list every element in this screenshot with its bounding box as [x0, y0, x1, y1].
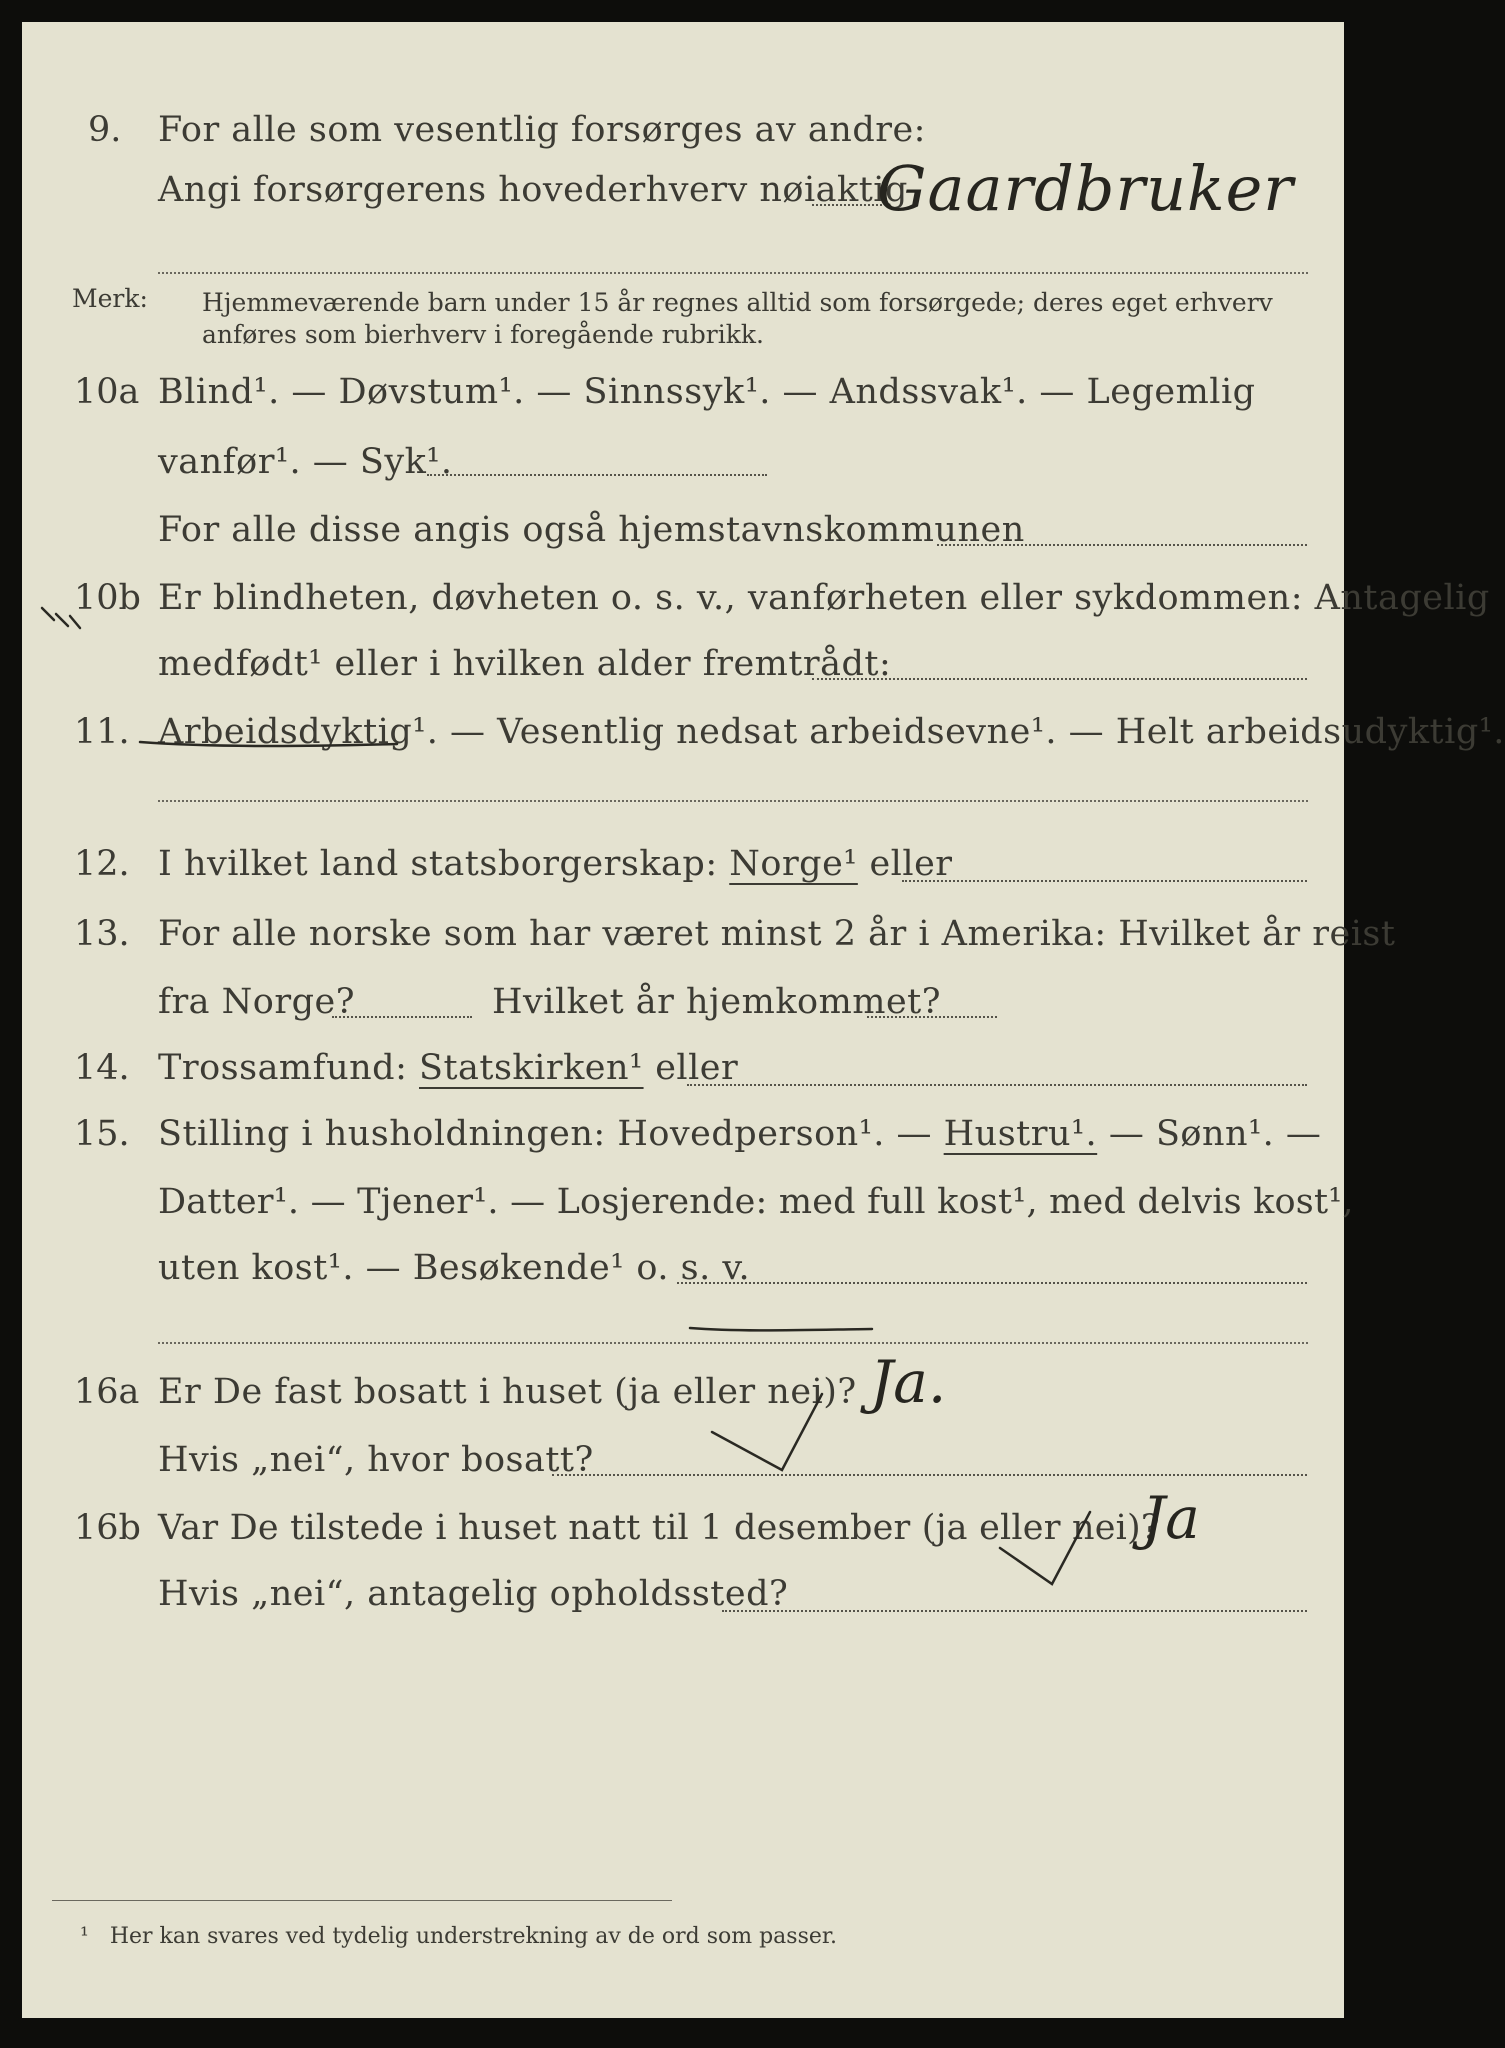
- q15-line1a: Stilling i husholdningen: Hovedperson¹. —: [158, 1114, 933, 1154]
- q15-extra-line: [158, 1342, 1308, 1344]
- q10b-answer-line: [812, 678, 1307, 680]
- q14-line: [158, 1048, 738, 1088]
- q10a-line3: For alle disse angis også hjemstavnskommunen: [158, 510, 1025, 550]
- q16b-opholdssted-line: [722, 1610, 1307, 1612]
- q11-extra-line: [158, 800, 1308, 802]
- q12-number: 12.: [74, 844, 130, 884]
- q13-number: 13.: [74, 914, 130, 954]
- footnote-text: Her kan svares ved tydelig understrekning av de ord som passer.: [109, 1924, 837, 1949]
- q16a-line2: Hvis „nei“, hvor bosatt?: [158, 1440, 594, 1480]
- q15-line1: [158, 1114, 1321, 1154]
- q16a-handwritten-answer: Ja.: [870, 1348, 947, 1416]
- q13-hjemkommet-line: [867, 1016, 997, 1018]
- q13-line1: For alle norske som har været minst 2 år i Amerika: Hvilket år reist: [158, 914, 1396, 954]
- q9-answer-line: [812, 204, 882, 206]
- q11-option-arbeidsdyktig: Arbeidsdyktig¹.: [158, 712, 439, 752]
- q9-number: 9.: [88, 110, 122, 150]
- q12-line: [158, 844, 953, 884]
- q13-line2b: Hvilket år hjemkommet?: [492, 982, 942, 1022]
- q15-answer-line: [677, 1282, 1307, 1284]
- q10a-line1: Blind¹. — Døvstum¹. — Sinnssyk¹. — Andssvak¹. — Legemlig: [158, 372, 1256, 412]
- q14-option-statskirken: Statskirken¹: [419, 1048, 644, 1088]
- q15-number: 15.: [74, 1114, 130, 1154]
- footnote-mark: ¹: [80, 1924, 89, 1949]
- q12-option-norge: Norge¹: [729, 844, 858, 884]
- q12-answer-line: [902, 880, 1307, 882]
- q10a-hjemstavn-line: [937, 544, 1307, 546]
- merk-line2: anføres som bierhverv i foregående rubrikk.: [202, 320, 764, 349]
- q14-question: Trossamfund:: [158, 1048, 408, 1088]
- q13-line2a: fra Norge?: [158, 982, 355, 1022]
- q14-answer-line: [687, 1084, 1307, 1086]
- q12-question: I hvilket land statsborgerskap:: [158, 844, 718, 884]
- q16b-line2: Hvis „nei“, antagelig opholdssted?: [158, 1574, 789, 1614]
- q16b-number: 16b: [74, 1508, 141, 1548]
- q16a-number: 16a: [74, 1372, 140, 1412]
- q10a-number: 10a: [74, 372, 140, 412]
- merk-label: Merk:: [72, 284, 148, 313]
- q13-reist-line: [332, 1016, 472, 1018]
- q9-handwritten-answer: Gaardbruker: [877, 152, 1294, 225]
- merk-line1: Hjemmeværende barn under 15 år regnes alltid som forsørgede; deres eget erhverv: [202, 288, 1273, 317]
- q16b-line1: Var De tilstede i huset natt til 1 desember (ja eller nei)?: [158, 1508, 1160, 1548]
- q9-line1: For alle som vesentlig forsørges av andre:: [158, 110, 926, 150]
- hustru-underline-mark: [690, 1328, 872, 1330]
- q12-eller: eller: [869, 844, 953, 884]
- q9-line2: Angi forsørgerens hovederhverv nøiaktig: [158, 170, 908, 210]
- q15-line1b: — Sønn¹. —: [1108, 1114, 1322, 1154]
- q15-line2: Datter¹. — Tjener¹. — Losjerende: med full kost¹, med delvis kost¹,: [158, 1182, 1354, 1222]
- footnote-separator: [52, 1900, 672, 1901]
- q11-number: 11.: [74, 712, 130, 752]
- q10b-line1: Er blindheten, døvheten o. s. v., vanførheten eller sykdommen: Antagelig: [158, 578, 1490, 618]
- q10b-line2: medfødt¹ eller i hvilken alder fremtrådt:: [158, 644, 892, 684]
- q10a-line2: vanfør¹. — Syk¹.: [158, 442, 453, 482]
- q11-other-options: — Vesentlig nedsat arbeidsevne¹. — Helt arbeidsudyktig¹.: [450, 712, 1505, 752]
- q9-extra-line: [158, 272, 1308, 274]
- q15-option-hustru: Hustru¹.: [943, 1114, 1098, 1154]
- q14-eller: eller: [655, 1048, 739, 1088]
- census-form-page: [22, 22, 1505, 2018]
- q15-line3: uten kost¹. — Besøkende¹ o. s. v.: [158, 1248, 751, 1288]
- q16b-handwritten-answer: Ja: [1142, 1484, 1200, 1552]
- q11-line: [158, 712, 1505, 752]
- q10b-number: 10b: [74, 578, 141, 618]
- q10a-syk-line: [427, 474, 767, 476]
- q14-number: 14.: [74, 1048, 130, 1088]
- q16a-line1: Er De fast bosatt i huset (ja eller nei)?: [158, 1372, 857, 1412]
- q16a-bosatt-line: [552, 1474, 1307, 1476]
- footnote: [80, 1924, 837, 1949]
